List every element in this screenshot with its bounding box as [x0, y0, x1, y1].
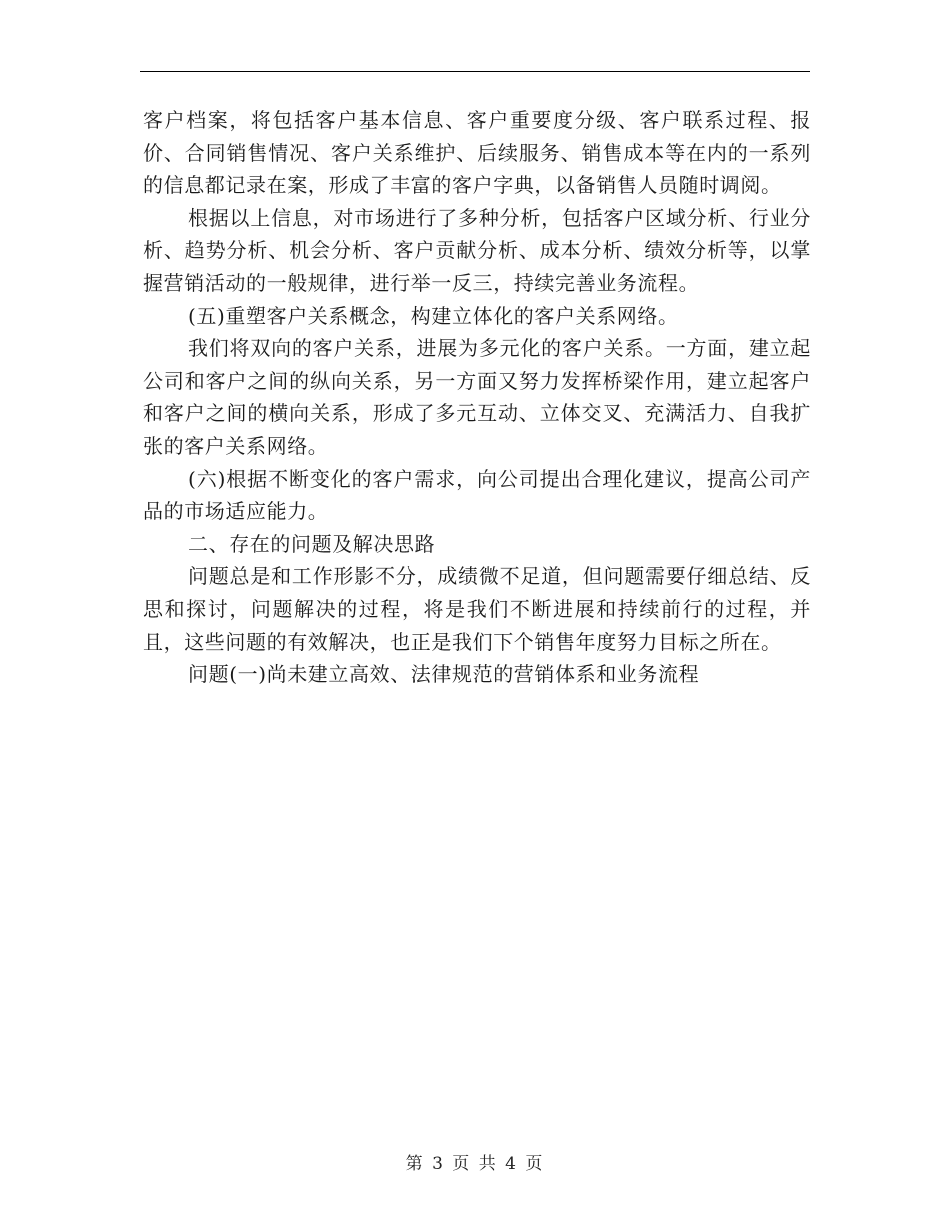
heading-section-five: (五)重塑客户关系概念，构建立体化的客户关系网络。: [188, 303, 679, 328]
heading-section-six: (六)根据不断变化的客户需求，向公司提出合理化建议，提高公司产品的市场适应能力。: [143, 466, 811, 524]
document-body: [143, 104, 811, 691]
heading-problem-one: 问题(一)尚未建立高效、法律规范的营销体系和业务流程: [188, 662, 700, 687]
heading-problems-and-solutions: 二、存在的问题及解决思路: [188, 531, 436, 556]
page-number-footer: 第 3 页 共 4 页: [405, 1154, 545, 1174]
header-rule: [140, 71, 810, 72]
paragraph-customer-archive: 客户档案，将包括客户基本信息、客户重要度分级、客户联系过程、报价、合同销售情况、客户关系维护、后续服务、销售成本等在内的一系列的信息都记录在案，形成了丰富的客户字典，以备销售人员随时调阅。: [143, 108, 811, 198]
paragraph-customer-network: 我们将双向的客户关系，进展为多元化的客户关系。一方面，建立起公司和客户之间的纵向关系，另一方面又努力发挥桥梁作用，建立起客户和客户之间的横向关系，形成了多元互动、立体交叉、充满活力、自我扩张的客户关系网络。: [143, 336, 811, 458]
paragraph-problems-intro: 问题总是和工作形影不分，成绩微不足道，但问题需要仔细总结、反思和探讨，问题解决的过程，将是我们不断进展和持续前行的过程，并且，这些问题的有效解决，也正是我们下个销售年度努力目标之所在。: [143, 564, 811, 654]
paragraph-market-analysis: 根据以上信息，对市场进行了多种分析，包括客户区域分析、行业分析、趋势分析、机会分析、客户贡献分析、成本分析、绩效分析等，以掌握营销活动的一般规律，进行举一反三，持续完善业务流程。: [143, 205, 811, 295]
